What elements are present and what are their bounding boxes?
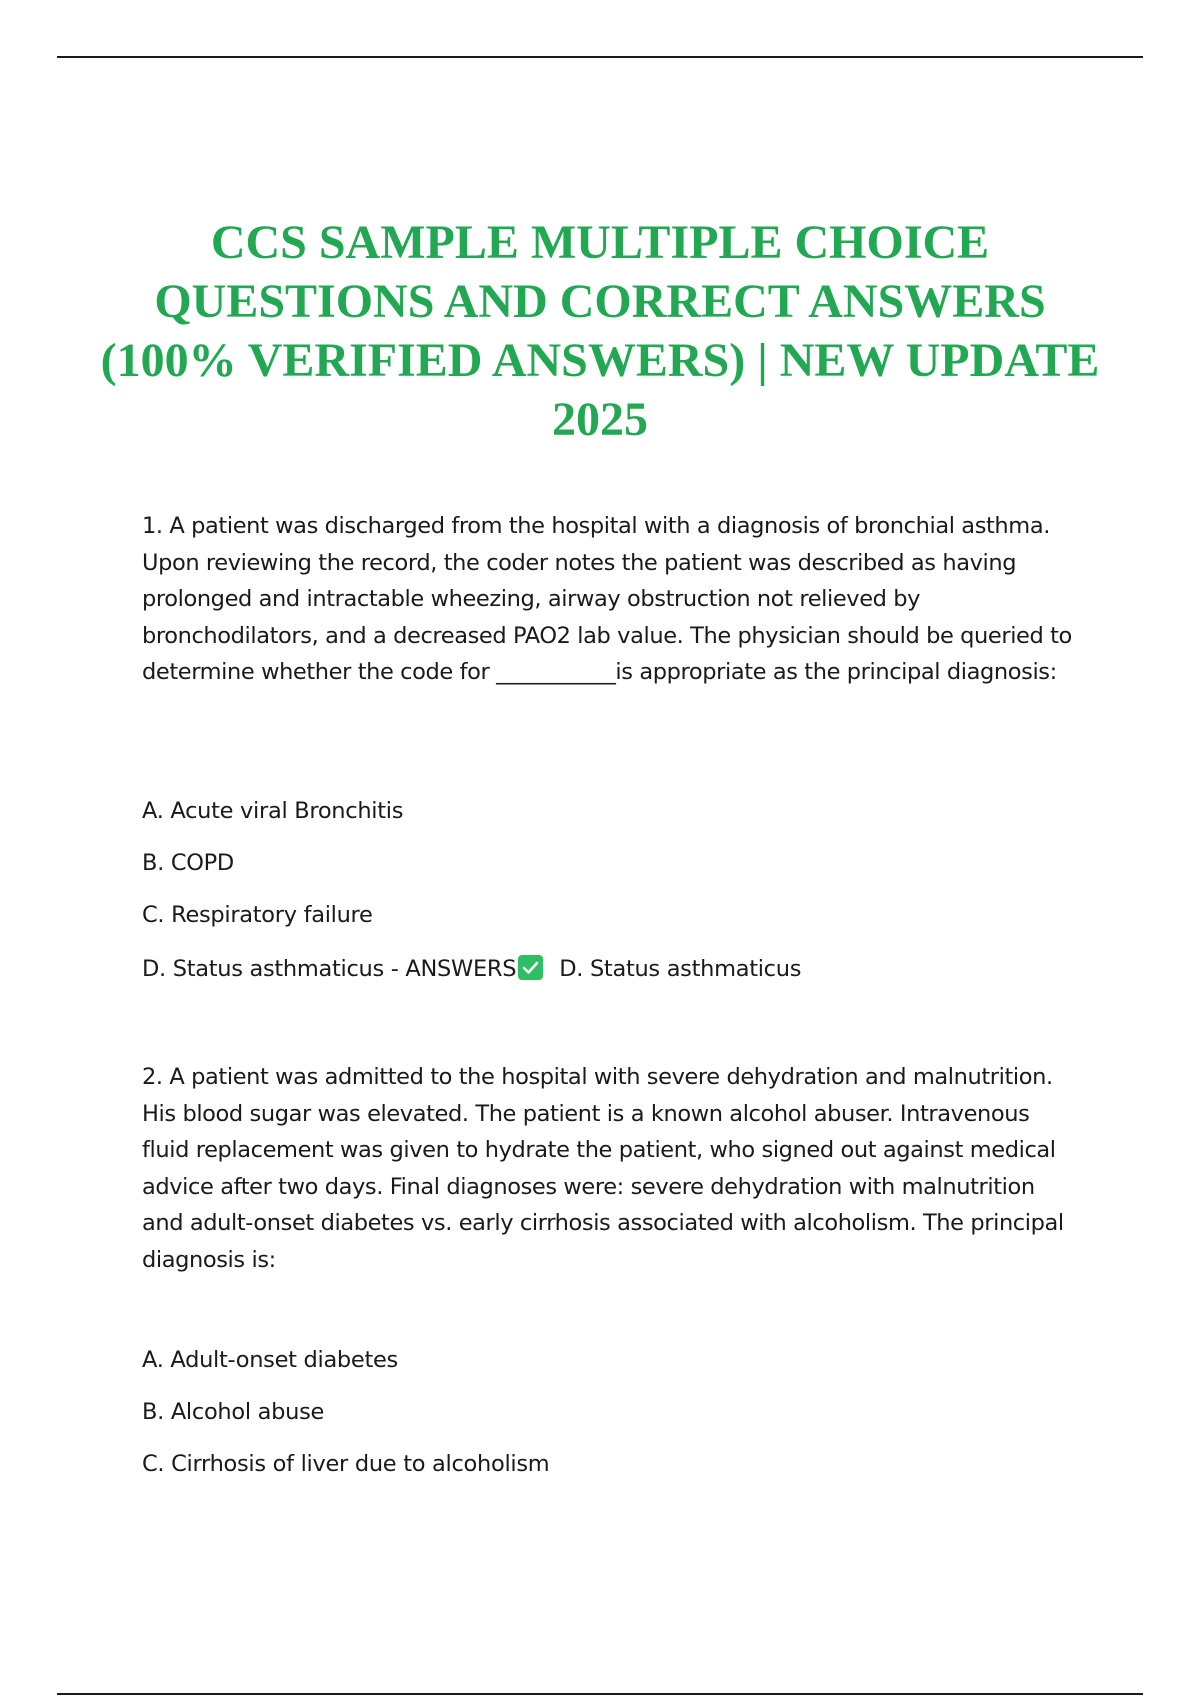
question-2-option-c: C. Cirrhosis of liver due to alcoholism	[142, 1451, 550, 1477]
question-1-option-b: B. COPD	[142, 850, 234, 876]
question-2-option-a: A. Adult-onset diabetes	[142, 1347, 398, 1373]
question-1-option-c: C. Respiratory failure	[142, 902, 373, 928]
question-2-text: 2. A patient was admitted to the hospital with severe dehydration and malnutrition. His blood sugar was elevated. The patient is a known alcohol abuser. Intravenous fluid replacement was given to hydrate the patient, who signed out against medical advice after two days. Final diagnoses were: severe dehydration with malnutrition and adult-onset diabetes vs. early cirrhosis associated with alcoholism. The principal diagnosis is:	[142, 1064, 1064, 1273]
header-rule	[57, 56, 1143, 58]
question-1-answer: D. Status asthmaticus	[559, 956, 802, 982]
question-1-option-d	[142, 954, 801, 984]
check-mark-icon	[518, 955, 543, 980]
question-2	[142, 1059, 1082, 1477]
question-2-option-b: B. Alcohol abuse	[142, 1399, 325, 1425]
footer-rule	[57, 1693, 1143, 1695]
document-title: CCS SAMPLE MULTIPLE CHOICE QUESTIONS AND CORRECT ANSWERS (100% VERIFIED ANSWERS) | NEW UPDATE 2025	[100, 216, 1100, 446]
question-1	[142, 508, 1082, 982]
question-1-option-a: A. Acute viral Bronchitis	[142, 798, 404, 824]
question-1-text: 1. A patient was discharged from the hospital with a diagnosis of bronchial asthma. Upon reviewing the record, the coder notes the patient was described as having prolonged and intractable wheezing, airway obstruction not relieved by bronchodilators, and a decreased PAO2 lab value. The physician should be queried to determine whether the code for ___________is appropriate as the principal diagnosis:	[142, 513, 1072, 686]
question-1-option-d-label: D. Status asthmaticus - ANSWERS	[142, 956, 517, 982]
